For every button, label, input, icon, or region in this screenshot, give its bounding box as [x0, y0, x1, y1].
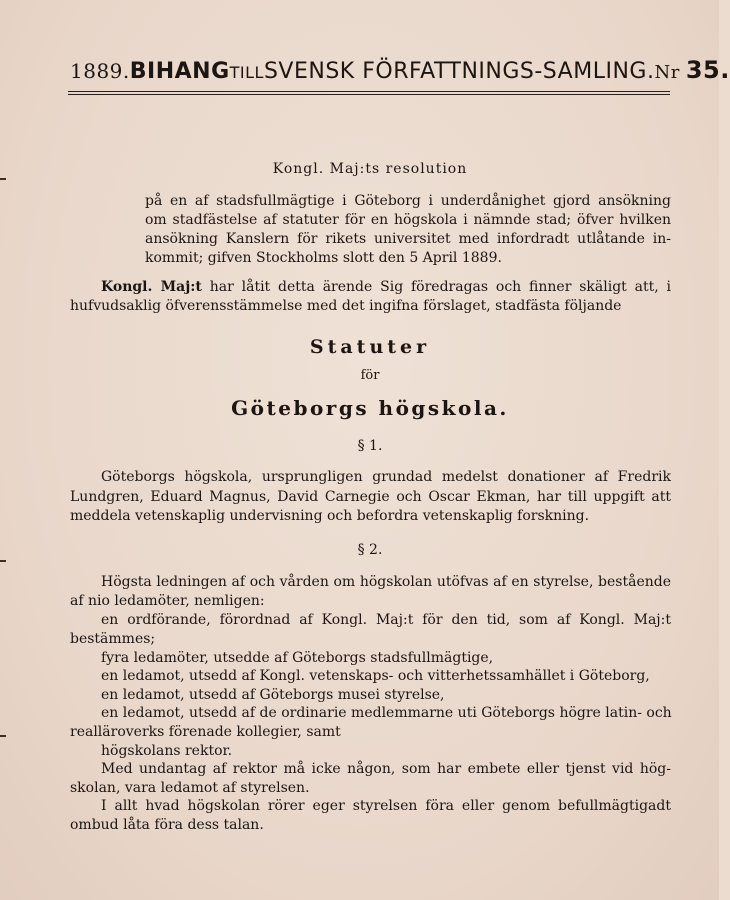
binding-mark: [0, 735, 6, 737]
statuter-heading: Statuter: [309, 336, 431, 358]
resolution-line: ansökning Kanslern för rikets universitet med infordradt utlåtande in-: [145, 231, 671, 247]
section-2-line: fyra ledamöter, utsedde af Göteborgs stadsfullmägtige,: [101, 650, 494, 666]
section-1-heading: § 1.: [357, 438, 383, 454]
resolution-last-line: kommit; gifven Stockholms slott den 5 April 1889.: [145, 250, 502, 266]
hogskola-heading: Göteborgs högskola.: [231, 396, 509, 420]
section-2-line: en ledamot, utsedd af de ordinarie medlemmarne uti Göteborgs högre latin- och: [101, 705, 672, 721]
section-2-line: bestämmes;: [70, 631, 156, 647]
section-2-line: en ordförande, förordnad af Kongl. Maj:t för den tid, som af Kongl. Maj:t: [101, 612, 671, 628]
header-nr-value: 35.: [685, 56, 730, 84]
header-number: [654, 56, 729, 84]
intro-line-2: hufvudsaklig öfverensstämmelse med det ingifna förslaget, stadfästa följande: [70, 298, 622, 314]
intro-line-1-rest: har låtit detta ärende Sig föredragas och finner skäligt att, i: [201, 279, 671, 295]
header-till: TILL: [229, 63, 264, 82]
section-2-line: Med undantag af rektor må icke någon, som har embete eller tjenst vid hög-: [101, 761, 671, 777]
section-1-line: Göteborgs högskola, ursprungligen grundad medelst donationer af Fredrik: [101, 469, 671, 485]
binding-mark: [0, 560, 6, 562]
intro-line-1: [101, 279, 671, 295]
section-1-line: Lundgren, Eduard Magnus, David Carnegie och Oscar Ekman, har till uppgift att: [70, 489, 671, 505]
section-2-line: en ledamot, utsedd af Kongl. vetenskaps- och vitterhetssamhället i Göteborg,: [101, 668, 650, 684]
page-header: [70, 56, 730, 86]
header-bihang: BIHANG: [129, 59, 230, 84]
resolution-line: på en af stadsfullmägtige i Göteborg i underdånighet gjord ansökning: [145, 193, 671, 209]
binding-mark: [0, 178, 6, 180]
section-2-line: ombud låta föra dess talan.: [70, 817, 264, 833]
section-2-line: af nio ledamöter, nemligen:: [70, 593, 265, 609]
header-rule-thick: [68, 91, 670, 92]
section-2-line: Högsta ledningen af och vården om högskolan utöfvas af en styrelse, bestående: [101, 574, 671, 590]
section-1-last-line: meddela vetenskaplig undervisning och befordra vetenskaplig forskning.: [70, 508, 590, 524]
section-2-line: I allt hvad högskolan rörer eger styrelsen föra eller genom befullmägtigadt: [101, 798, 671, 814]
header-rule-thin: [68, 94, 670, 95]
section-2-heading: § 2.: [357, 542, 383, 558]
header-year: 1889.: [70, 59, 130, 83]
resolution-title: Kongl. Maj:ts resolution: [272, 161, 468, 177]
for-heading: för: [360, 368, 380, 383]
resolution-line: om stadfästelse af statuter för en högskola i nämnde stad; öfver hvilken: [145, 212, 671, 228]
section-2-line: skolan, vara ledamot af styrelsen.: [70, 780, 310, 796]
section-2-line: en ledamot, utsedd af Göteborgs musei styrelse,: [101, 687, 445, 703]
header-title: SVENSK FÖRFATTNINGS-SAMLING.: [263, 59, 655, 84]
section-2-line: realläroverks förenade kollegier, samt: [70, 724, 341, 740]
intro-bold: Kongl. Maj:t: [101, 279, 202, 295]
section-2-line: högskolans rektor.: [101, 743, 233, 759]
header-nr-label: Nr: [654, 62, 680, 83]
